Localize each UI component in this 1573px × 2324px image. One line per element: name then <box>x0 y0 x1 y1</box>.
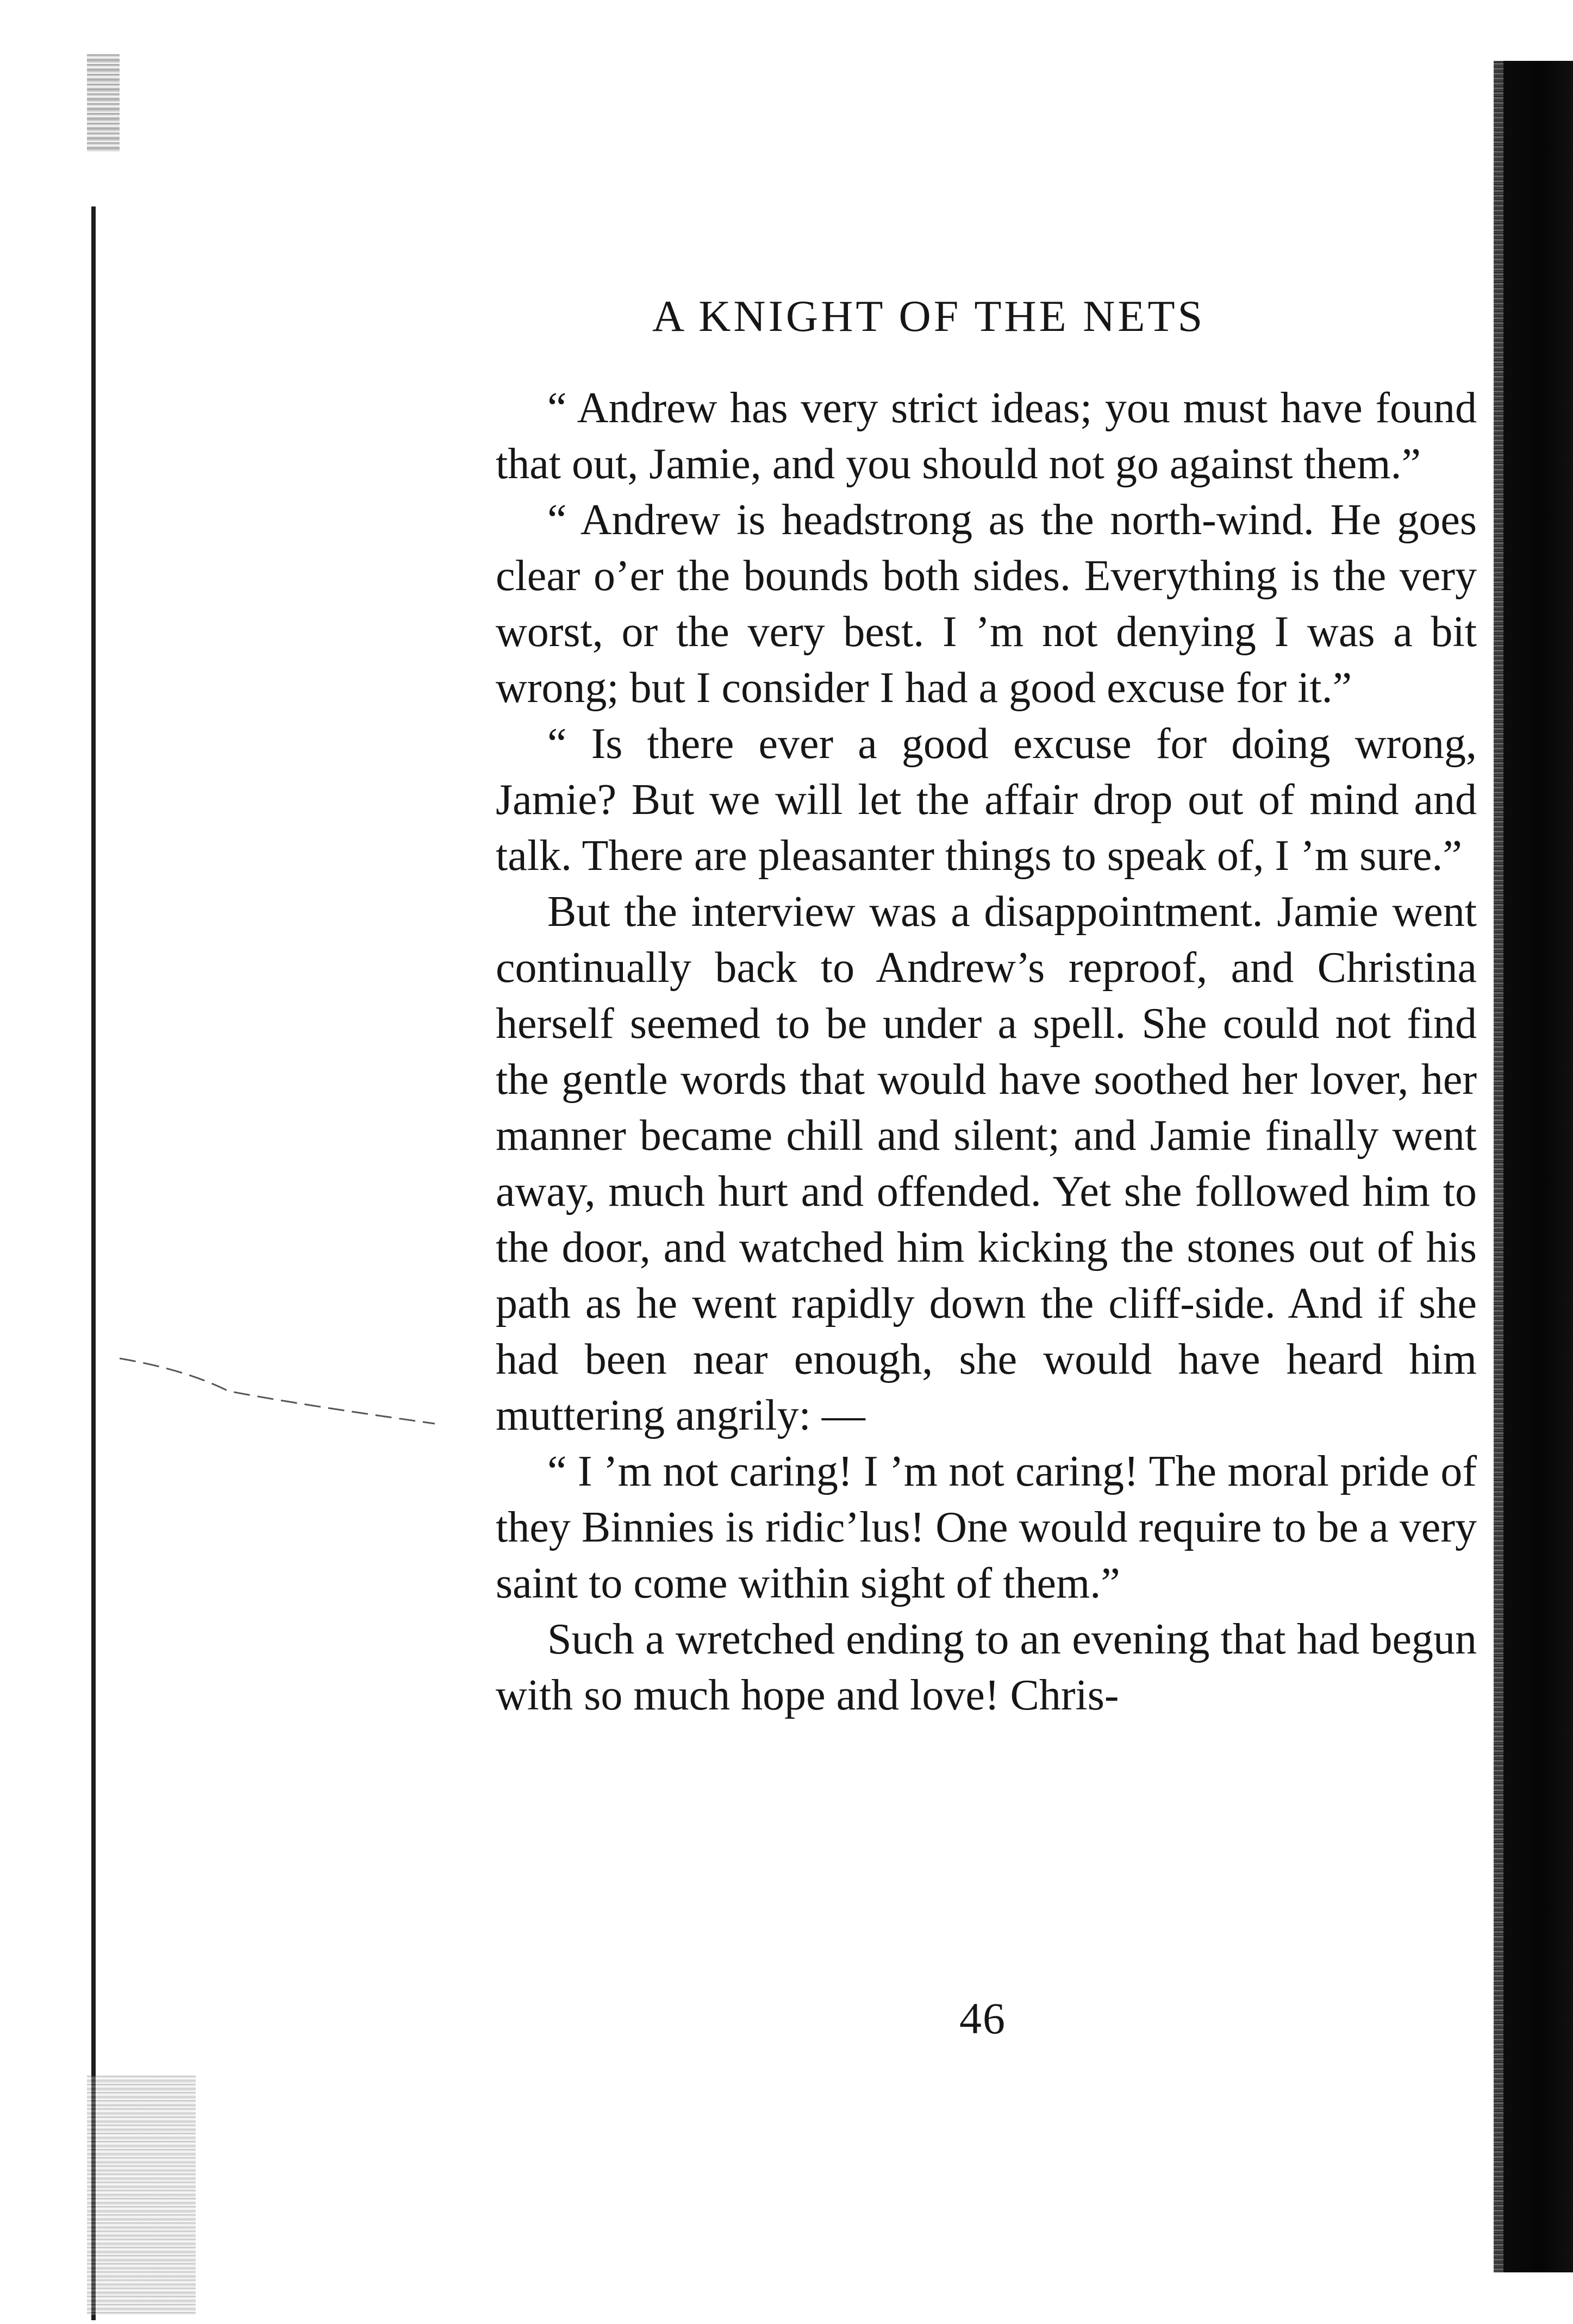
paragraph: “ Andrew is headstrong as the north-wind. He goes clear o’er the bounds both sides. Everything is the very worst, or the very best. I ’m not denying I was a bit wrong; but I consider I had a good excuse for it.” <box>496 496 1477 712</box>
page-number: 46 <box>959 1994 1006 2043</box>
paragraph: Such a wretched ending to an evening that had begun with so much hope and love! Chris- <box>496 1615 1477 1719</box>
paragraph: “ Andrew has very strict ideas; you must have found that out, Jamie, and you should not go against them.” <box>496 384 1477 488</box>
running-head: A KNIGHT OF THE NETS <box>652 291 1206 341</box>
scan-noise-bottom-left <box>87 2076 196 2315</box>
stray-pencil-mark <box>120 1353 435 1429</box>
scan-noise-top-left <box>87 54 120 152</box>
paragraph: “ I ’m not caring! I ’m not caring! The moral pride of they Binnies is ridic’lus! One would require to be a very saint to come within sight of them.” <box>496 1448 1477 1607</box>
paragraph: But the interview was a disappointment. Jamie went continually back to Andrew’s reproof, and Christina herself seemed to be under a spell. She could not find the gentle words that would have soothed her lover, her manner became chill and silent; and Jamie finally went away, much hurt and offended. Yet she followed him to the door, and watched him kicking the stones out of his path as he went rapidly down the cliff-side. And if she had been near enough, she would have heard him muttering angrily: — <box>496 888 1477 1439</box>
binding-line <box>91 206 96 2320</box>
paragraph: “ Is there ever a good excuse for doing wrong, Jamie? But we will let the affair drop out of mind and talk. There are pleasanter things to speak of, I ’m sure.” <box>496 720 1477 880</box>
body-text <box>496 380 1477 1724</box>
scan-edge-right <box>1494 61 1573 2272</box>
